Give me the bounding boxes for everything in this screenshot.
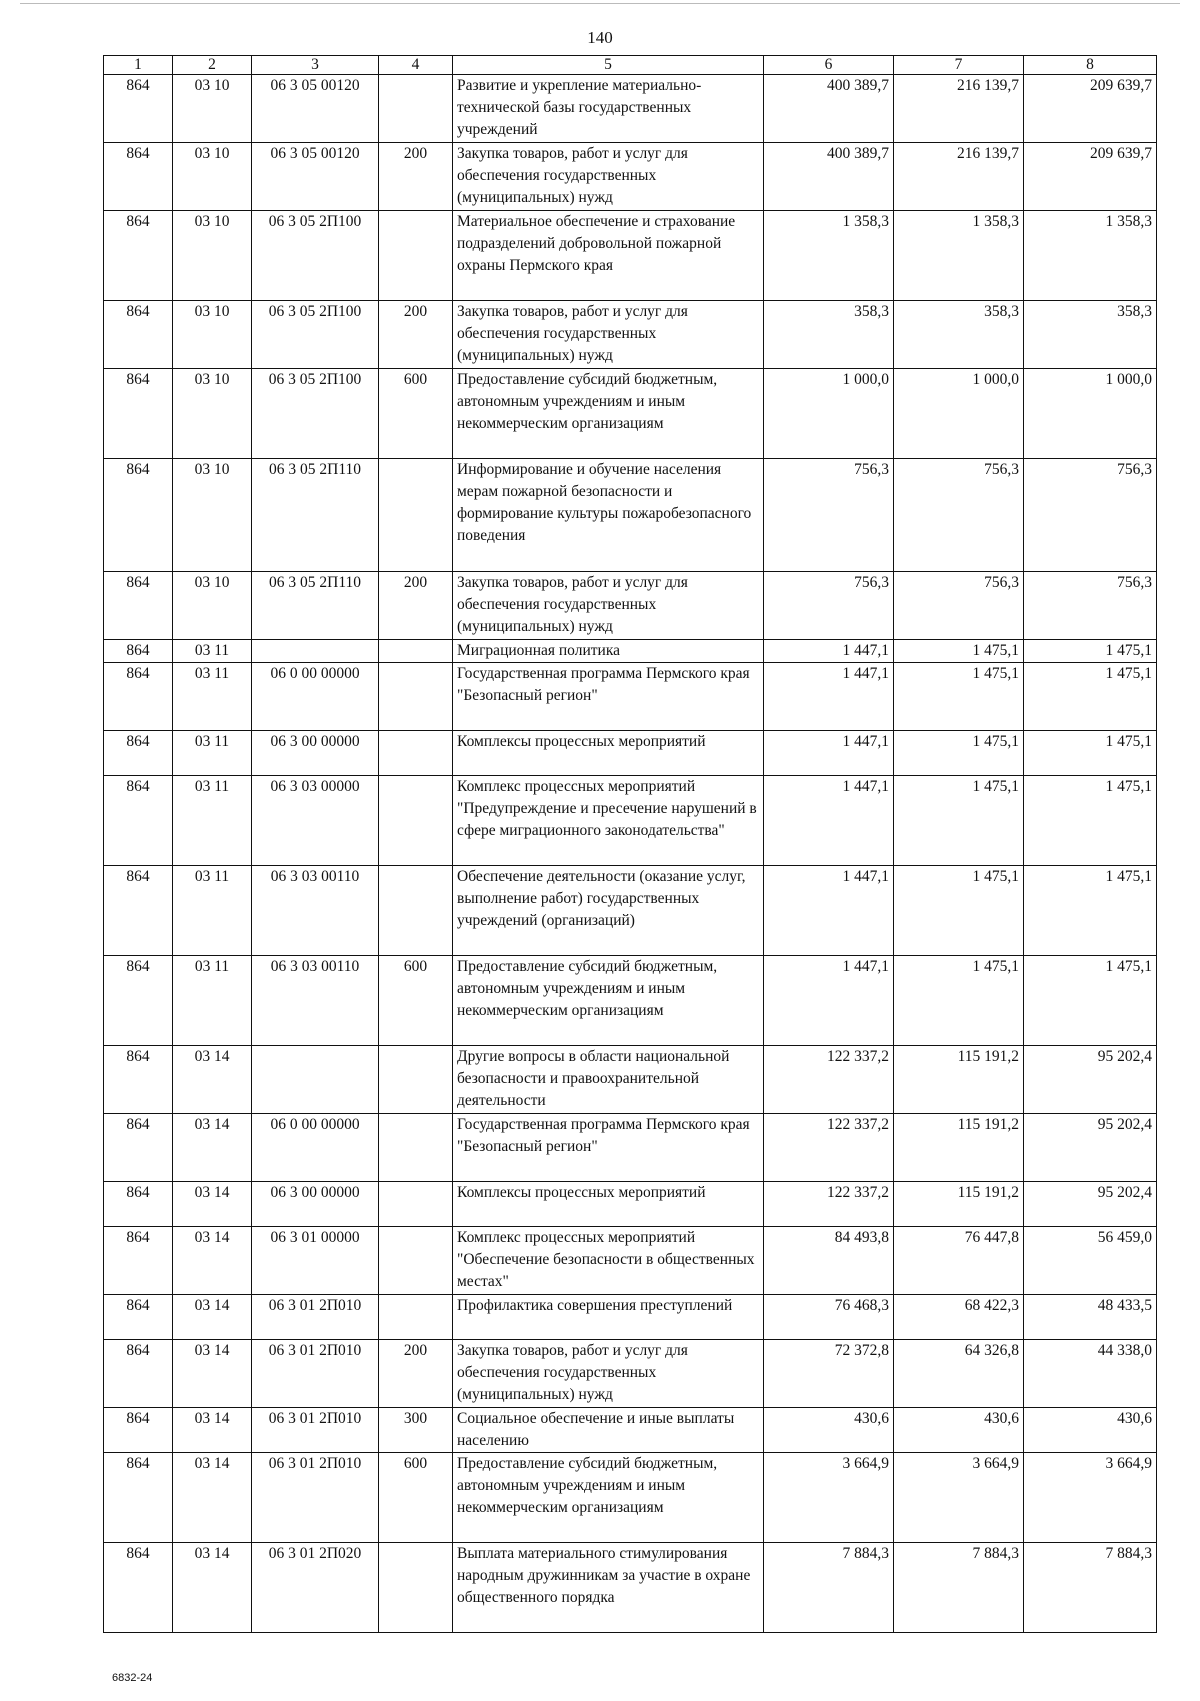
target-article-cell: 06 3 03 00110 — [252, 866, 379, 956]
amount-2025-cell: 1 475,1 — [894, 776, 1024, 866]
description-cell: Закупка товаров, работ и услуг для обеспечения государственных (муниципальных) нужд — [453, 301, 764, 369]
description-cell: Миграционная политика — [453, 640, 764, 663]
target-article-cell: 06 3 05 2П110 — [252, 459, 379, 572]
amount-2024-cell: 76 468,3 — [764, 1295, 894, 1340]
amount-2025-cell: 1 475,1 — [894, 640, 1024, 663]
amount-2026-cell: 95 202,4 — [1024, 1046, 1157, 1114]
table-row — [104, 369, 1157, 459]
table-row — [104, 776, 1157, 866]
header-cell: 5 — [453, 56, 764, 75]
gov-code-cell: 864 — [104, 776, 173, 866]
section-code-cell: 03 14 — [173, 1227, 252, 1295]
table-row — [104, 1114, 1157, 1182]
amount-2024-cell: 84 493,8 — [764, 1227, 894, 1295]
expense-type-cell: 200 — [379, 572, 453, 640]
gov-code-cell: 864 — [104, 1408, 173, 1453]
section-code-cell: 03 11 — [173, 640, 252, 663]
description-cell: Комплексы процессных мероприятий — [453, 731, 764, 776]
description-cell: Комплексы процессных мероприятий — [453, 1182, 764, 1227]
expense-type-cell — [379, 1182, 453, 1227]
table-row — [104, 143, 1157, 211]
amount-2026-cell: 44 338,0 — [1024, 1340, 1157, 1408]
amount-2025-cell: 756,3 — [894, 459, 1024, 572]
document-code: 6832-24 — [112, 1672, 153, 1684]
expense-type-cell — [379, 75, 453, 143]
amount-2026-cell: 95 202,4 — [1024, 1114, 1157, 1182]
amount-2024-cell: 756,3 — [764, 459, 894, 572]
amount-2024-cell: 1 447,1 — [764, 731, 894, 776]
amount-2026-cell: 7 884,3 — [1024, 1543, 1157, 1633]
gov-code-cell: 864 — [104, 866, 173, 956]
amount-2025-cell: 3 664,9 — [894, 1453, 1024, 1543]
header-cell: 4 — [379, 56, 453, 75]
page-number: 140 — [587, 28, 613, 47]
target-article-cell: 06 0 00 00000 — [252, 1114, 379, 1182]
target-article-cell: 06 3 01 2П010 — [252, 1408, 379, 1453]
section-code-cell: 03 10 — [173, 459, 252, 572]
amount-2026-cell: 209 639,7 — [1024, 75, 1157, 143]
amount-2025-cell: 1 475,1 — [894, 866, 1024, 956]
amount-2026-cell: 1 000,0 — [1024, 369, 1157, 459]
amount-2026-cell: 1 475,1 — [1024, 640, 1157, 663]
target-article-cell: 06 3 03 00110 — [252, 956, 379, 1046]
amount-2025-cell: 115 191,2 — [894, 1114, 1024, 1182]
section-code-cell: 03 14 — [173, 1340, 252, 1408]
expense-type-cell — [379, 640, 453, 663]
amount-2024-cell: 3 664,9 — [764, 1453, 894, 1543]
amount-2024-cell: 1 447,1 — [764, 640, 894, 663]
amount-2024-cell: 400 389,7 — [764, 75, 894, 143]
gov-code-cell: 864 — [104, 1340, 173, 1408]
description-cell: Закупка товаров, работ и услуг для обеспечения государственных (муниципальных) нужд — [453, 572, 764, 640]
amount-2024-cell: 1 358,3 — [764, 211, 894, 301]
amount-2026-cell: 1 475,1 — [1024, 663, 1157, 731]
target-article-cell: 06 3 05 2П100 — [252, 211, 379, 301]
description-cell: Комплекс процессных мероприятий "Обеспечение безопасности в общественных местах" — [453, 1227, 764, 1295]
section-code-cell: 03 14 — [173, 1182, 252, 1227]
header-cell: 2 — [173, 56, 252, 75]
amount-2025-cell: 1 475,1 — [894, 663, 1024, 731]
expense-type-cell — [379, 776, 453, 866]
gov-code-cell: 864 — [104, 731, 173, 776]
table-row — [104, 1453, 1157, 1543]
amount-2024-cell: 72 372,8 — [764, 1340, 894, 1408]
description-cell: Профилактика совершения преступлений — [453, 1295, 764, 1340]
gov-code-cell: 864 — [104, 75, 173, 143]
description-cell: Социальное обеспечение и иные выплаты населению — [453, 1408, 764, 1453]
expense-type-cell — [379, 211, 453, 301]
expense-type-cell — [379, 1543, 453, 1633]
gov-code-cell: 864 — [104, 1227, 173, 1295]
amount-2025-cell: 64 326,8 — [894, 1340, 1024, 1408]
section-code-cell: 03 10 — [173, 572, 252, 640]
table-row — [104, 1295, 1157, 1340]
section-code-cell: 03 10 — [173, 301, 252, 369]
table-row — [104, 866, 1157, 956]
target-article-cell: 06 3 05 2П110 — [252, 572, 379, 640]
amount-2026-cell: 430,6 — [1024, 1408, 1157, 1453]
description-cell: Закупка товаров, работ и услуг для обеспечения государственных (муниципальных) нужд — [453, 143, 764, 211]
table-row — [104, 572, 1157, 640]
amount-2026-cell: 756,3 — [1024, 459, 1157, 572]
scan-edge-line — [20, 3, 1180, 4]
section-code-cell: 03 10 — [173, 369, 252, 459]
table-row — [104, 75, 1157, 143]
section-code-cell: 03 14 — [173, 1543, 252, 1633]
amount-2026-cell: 95 202,4 — [1024, 1182, 1157, 1227]
amount-2026-cell: 1 475,1 — [1024, 956, 1157, 1046]
section-code-cell: 03 14 — [173, 1046, 252, 1114]
section-code-cell: 03 11 — [173, 866, 252, 956]
gov-code-cell: 864 — [104, 1543, 173, 1633]
description-cell: Материальное обеспечение и страхование подразделений добровольной пожарной охраны Пермского края — [453, 211, 764, 301]
target-article-cell: 06 3 01 2П010 — [252, 1340, 379, 1408]
gov-code-cell: 864 — [104, 640, 173, 663]
header-cell: 1 — [104, 56, 173, 75]
expense-type-cell: 200 — [379, 1340, 453, 1408]
gov-code-cell: 864 — [104, 1046, 173, 1114]
target-article-cell — [252, 640, 379, 663]
expense-type-cell: 200 — [379, 143, 453, 211]
gov-code-cell: 864 — [104, 572, 173, 640]
description-cell: Предоставление субсидий бюджетным, автономным учреждениям и иным некоммерческим организациям — [453, 369, 764, 459]
description-cell: Предоставление субсидий бюджетным, автономным учреждениям и иным некоммерческим организациям — [453, 956, 764, 1046]
table-row — [104, 640, 1157, 663]
amount-2026-cell: 1 475,1 — [1024, 776, 1157, 866]
section-code-cell: 03 14 — [173, 1408, 252, 1453]
expense-type-cell — [379, 1227, 453, 1295]
description-cell: Закупка товаров, работ и услуг для обеспечения государственных (муниципальных) нужд — [453, 1340, 764, 1408]
amount-2026-cell: 48 433,5 — [1024, 1295, 1157, 1340]
target-article-cell: 06 0 00 00000 — [252, 663, 379, 731]
section-code-cell: 03 11 — [173, 663, 252, 731]
amount-2026-cell: 209 639,7 — [1024, 143, 1157, 211]
budget-table — [103, 55, 1157, 1633]
amount-2024-cell: 122 337,2 — [764, 1046, 894, 1114]
table-row — [104, 211, 1157, 301]
description-cell: Государственная программа Пермского края "Безопасный регион" — [453, 663, 764, 731]
amount-2024-cell: 430,6 — [764, 1408, 894, 1453]
header-cell: 8 — [1024, 56, 1157, 75]
table-row — [104, 956, 1157, 1046]
section-code-cell: 03 10 — [173, 75, 252, 143]
amount-2025-cell: 756,3 — [894, 572, 1024, 640]
amount-2025-cell: 430,6 — [894, 1408, 1024, 1453]
amount-2024-cell: 358,3 — [764, 301, 894, 369]
amount-2026-cell: 56 459,0 — [1024, 1227, 1157, 1295]
section-code-cell: 03 10 — [173, 211, 252, 301]
description-cell: Развитие и укрепление материально-технической базы государственных учреждений — [453, 75, 764, 143]
amount-2025-cell: 115 191,2 — [894, 1046, 1024, 1114]
table-row — [104, 1182, 1157, 1227]
amount-2024-cell: 1 447,1 — [764, 956, 894, 1046]
amount-2025-cell: 1 358,3 — [894, 211, 1024, 301]
expense-type-cell — [379, 1114, 453, 1182]
gov-code-cell: 864 — [104, 663, 173, 731]
description-cell: Предоставление субсидий бюджетным, автономным учреждениям и иным некоммерческим организациям — [453, 1453, 764, 1543]
gov-code-cell: 864 — [104, 1453, 173, 1543]
section-code-cell: 03 11 — [173, 731, 252, 776]
expense-type-cell — [379, 866, 453, 956]
section-code-cell: 03 11 — [173, 956, 252, 1046]
gov-code-cell: 864 — [104, 301, 173, 369]
amount-2025-cell: 68 422,3 — [894, 1295, 1024, 1340]
table-row — [104, 731, 1157, 776]
target-article-cell: 06 3 00 00000 — [252, 731, 379, 776]
expense-type-cell: 600 — [379, 369, 453, 459]
gov-code-cell: 864 — [104, 956, 173, 1046]
description-cell: Выплата материального стимулирования народным дружинникам за участие в охране общественного порядка — [453, 1543, 764, 1633]
amount-2026-cell: 3 664,9 — [1024, 1453, 1157, 1543]
target-article-cell: 06 3 01 2П020 — [252, 1543, 379, 1633]
amount-2025-cell: 115 191,2 — [894, 1182, 1024, 1227]
description-cell: Комплекс процессных мероприятий "Предупреждение и пресечение нарушений в сфере миграционного законодательства" — [453, 776, 764, 866]
expense-type-cell — [379, 459, 453, 572]
section-code-cell: 03 10 — [173, 143, 252, 211]
table-row — [104, 1340, 1157, 1408]
amount-2024-cell: 122 337,2 — [764, 1182, 894, 1227]
description-cell: Государственная программа Пермского края "Безопасный регион" — [453, 1114, 764, 1182]
description-cell: Информирование и обучение населения мерам пожарной безопасности и формирование культуры пожаробезопасного поведения — [453, 459, 764, 572]
amount-2026-cell: 1 358,3 — [1024, 211, 1157, 301]
header-cell: 7 — [894, 56, 1024, 75]
amount-2025-cell: 1 475,1 — [894, 731, 1024, 776]
expense-type-cell: 600 — [379, 956, 453, 1046]
section-code-cell: 03 11 — [173, 776, 252, 866]
amount-2025-cell: 7 884,3 — [894, 1543, 1024, 1633]
table-row — [104, 301, 1157, 369]
expense-type-cell — [379, 1046, 453, 1114]
table-row — [104, 1227, 1157, 1295]
section-code-cell: 03 14 — [173, 1114, 252, 1182]
description-cell: Обеспечение деятельности (оказание услуг, выполнение работ) государственных учреждений (организаций) — [453, 866, 764, 956]
amount-2026-cell: 756,3 — [1024, 572, 1157, 640]
target-article-cell: 06 3 05 00120 — [252, 75, 379, 143]
target-article-cell: 06 3 01 2П010 — [252, 1453, 379, 1543]
amount-2024-cell: 400 389,7 — [764, 143, 894, 211]
gov-code-cell: 864 — [104, 1182, 173, 1227]
target-article-cell: 06 3 05 00120 — [252, 143, 379, 211]
amount-2024-cell: 1 447,1 — [764, 663, 894, 731]
table-row — [104, 1046, 1157, 1114]
header-cell: 6 — [764, 56, 894, 75]
target-article-cell — [252, 1046, 379, 1114]
table-row — [104, 1408, 1157, 1453]
table-row — [104, 1543, 1157, 1633]
description-cell: Другие вопросы в области национальной безопасности и правоохранительной деятельности — [453, 1046, 764, 1114]
section-code-cell: 03 14 — [173, 1295, 252, 1340]
gov-code-cell: 864 — [104, 369, 173, 459]
section-code-cell: 03 14 — [173, 1453, 252, 1543]
table-row — [104, 663, 1157, 731]
gov-code-cell: 864 — [104, 459, 173, 572]
gov-code-cell: 864 — [104, 1295, 173, 1340]
expense-type-cell: 200 — [379, 301, 453, 369]
gov-code-cell: 864 — [104, 211, 173, 301]
header-cell: 3 — [252, 56, 379, 75]
amount-2025-cell: 1 000,0 — [894, 369, 1024, 459]
amount-2026-cell: 1 475,1 — [1024, 731, 1157, 776]
amount-2025-cell: 76 447,8 — [894, 1227, 1024, 1295]
target-article-cell: 06 3 00 00000 — [252, 1182, 379, 1227]
target-article-cell: 06 3 01 2П010 — [252, 1295, 379, 1340]
target-article-cell: 06 3 05 2П100 — [252, 369, 379, 459]
amount-2024-cell: 1 000,0 — [764, 369, 894, 459]
amount-2026-cell: 358,3 — [1024, 301, 1157, 369]
table-body — [104, 75, 1157, 1633]
amount-2024-cell: 122 337,2 — [764, 1114, 894, 1182]
table-row — [104, 459, 1157, 572]
amount-2026-cell: 1 475,1 — [1024, 866, 1157, 956]
amount-2024-cell: 7 884,3 — [764, 1543, 894, 1633]
expense-type-cell — [379, 1295, 453, 1340]
expense-type-cell — [379, 663, 453, 731]
target-article-cell: 06 3 01 00000 — [252, 1227, 379, 1295]
expense-type-cell: 300 — [379, 1408, 453, 1453]
amount-2025-cell: 216 139,7 — [894, 75, 1024, 143]
gov-code-cell: 864 — [104, 1114, 173, 1182]
expense-type-cell: 600 — [379, 1453, 453, 1543]
target-article-cell: 06 3 05 2П100 — [252, 301, 379, 369]
target-article-cell: 06 3 03 00000 — [252, 776, 379, 866]
amount-2024-cell: 1 447,1 — [764, 776, 894, 866]
expense-type-cell — [379, 731, 453, 776]
gov-code-cell: 864 — [104, 143, 173, 211]
amount-2025-cell: 216 139,7 — [894, 143, 1024, 211]
amount-2025-cell: 358,3 — [894, 301, 1024, 369]
amount-2024-cell: 1 447,1 — [764, 866, 894, 956]
amount-2025-cell: 1 475,1 — [894, 956, 1024, 1046]
table-header-row — [104, 56, 1157, 75]
amount-2024-cell: 756,3 — [764, 572, 894, 640]
